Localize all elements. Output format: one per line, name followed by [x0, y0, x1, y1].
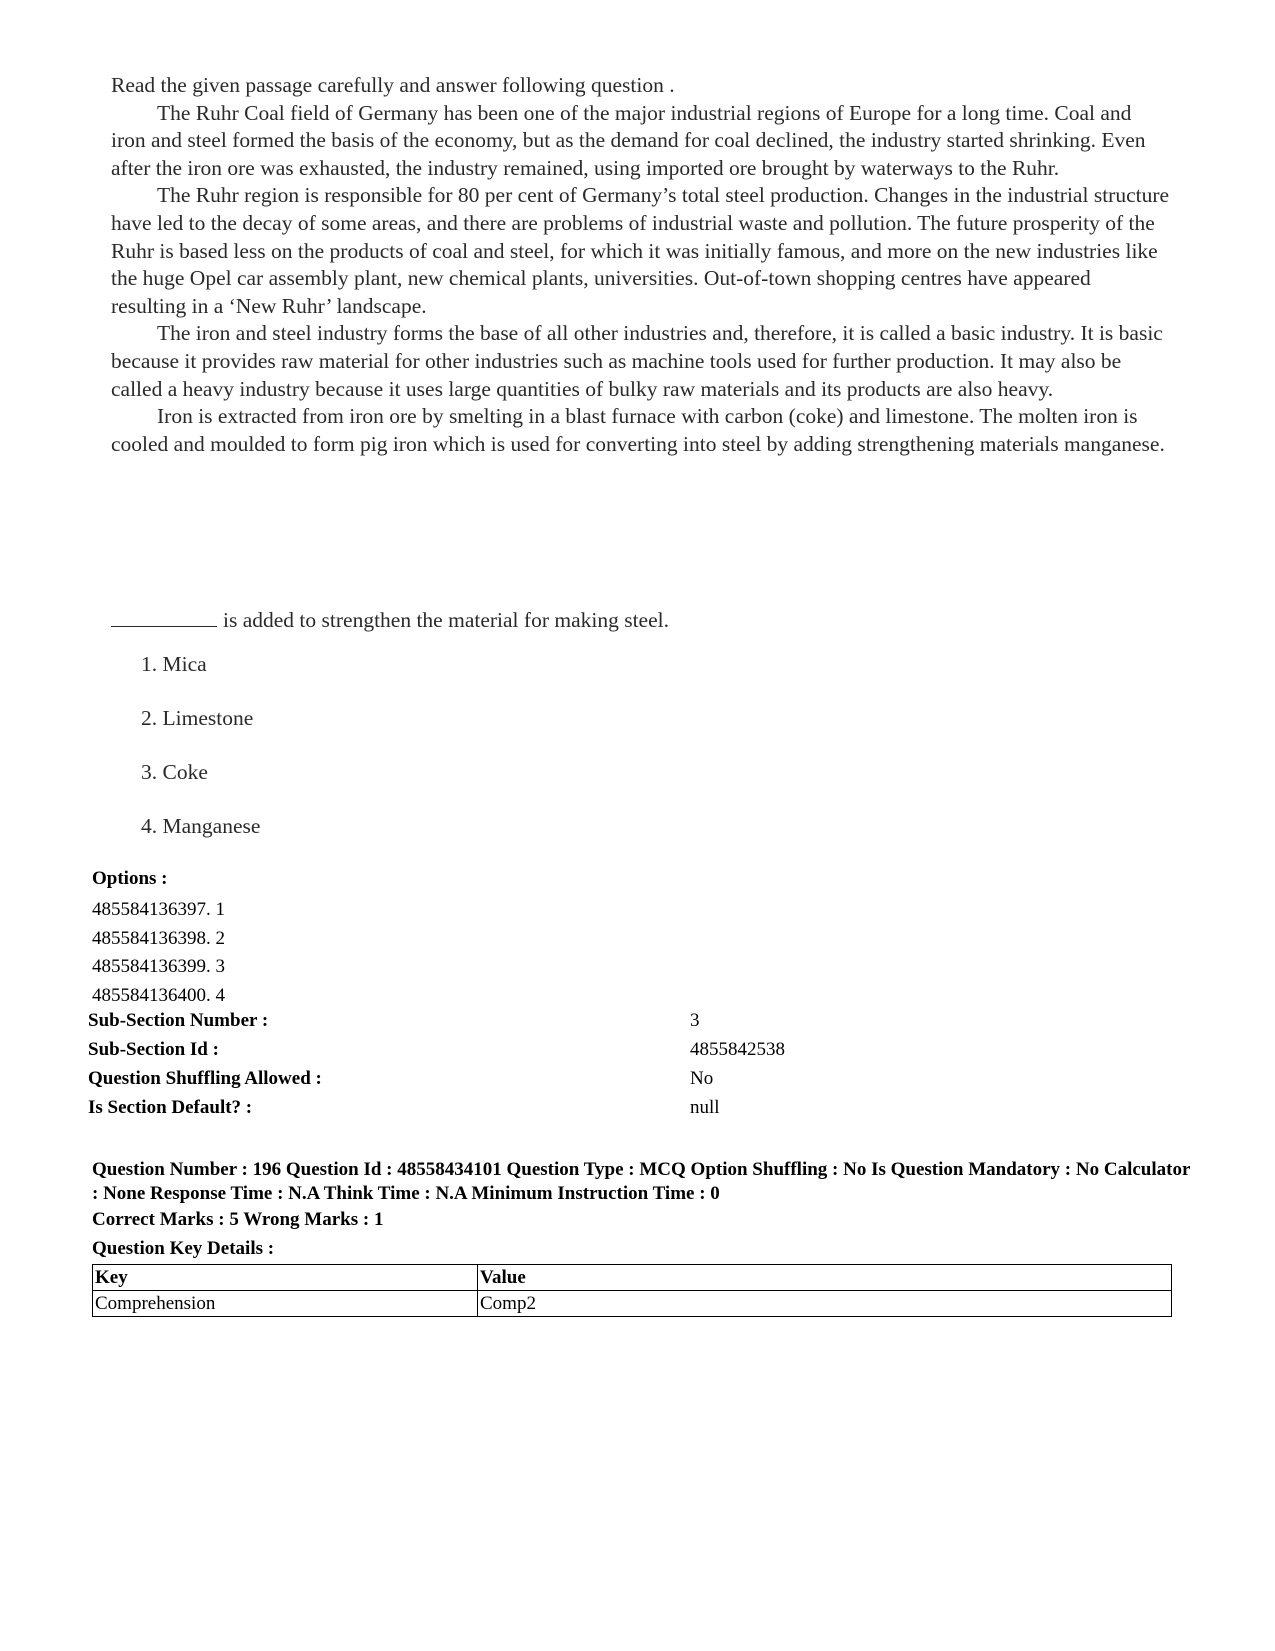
- question-info: Question Number : 196 Question Id : 48558434101 Question Type : MCQ Option Shuffling : No Is Question Mandatory : No Calculator : None Response Time : N.A Think Time : N.A Minimum Instruction Time : 0: [92, 1159, 1191, 1204]
- question-stem: [111, 608, 669, 633]
- passage-intro: Read the given passage carefully and answer following question .: [111, 73, 675, 97]
- subsection-label: Sub-Section Id :: [88, 1039, 219, 1060]
- subsection-label: Question Shuffling Allowed :: [88, 1068, 322, 1089]
- marks-info: Correct Marks : 5 Wrong Marks : 1: [92, 1209, 384, 1230]
- key-cell: Comprehension: [93, 1291, 478, 1317]
- subsection-row: [88, 1010, 785, 1039]
- key-details-heading: Question Key Details :: [92, 1238, 275, 1259]
- subsection-row: [88, 1039, 785, 1068]
- table-row: [93, 1291, 1172, 1317]
- choice-item: 2. Limestone: [141, 706, 254, 730]
- subsection-label: Is Section Default? :: [88, 1097, 253, 1118]
- subsection-row: [88, 1068, 785, 1097]
- subsection-value: null: [690, 1097, 720, 1118]
- options-list: [92, 896, 225, 1010]
- subsection-value: 3: [690, 1010, 700, 1031]
- subsection-row: [88, 1097, 785, 1126]
- passage-paragraph-1: The Ruhr Coal field of Germany has been one of the major industrial regions of Europe for a long time. Coal and iron and steel formed the basis of the economy, but as the demand for coal declined, the industry started shrinking. Even after the iron ore was exhausted, the industry remained, using imported ore brought by waterways to the Ruhr.: [111, 100, 1146, 180]
- key-details-table: [92, 1264, 1172, 1317]
- answer-choices: [141, 652, 260, 868]
- choice-item: 4. Manganese: [141, 814, 261, 838]
- key-table-header: [93, 1265, 1172, 1291]
- passage-paragraph-2: The Ruhr region is responsible for 80 per cent of Germany’s total steel production. Changes in the industrial structure have led to the decay of some areas, and there are problems of industrial waste and pollution. The future prosperity of the Ruhr is based less on the products of coal and steel, for which it was initially famous, and more on the new industries like the huge Opel car assembly plant, new chemical plants, universities. Out-of-town shopping centres have appeared resulting in a ‘New Ruhr’ landscape.: [111, 183, 1170, 318]
- key-column-header: Key: [93, 1265, 478, 1291]
- option-id: 485584136397. 1: [92, 899, 225, 920]
- value-column-header: Value: [478, 1265, 1172, 1291]
- option-id: 485584136398. 2: [92, 927, 225, 949]
- fill-in-blank: [111, 608, 217, 627]
- options-heading: Options :: [92, 868, 168, 889]
- passage-paragraph-3: The iron and steel industry forms the base of all other industries and, therefore, it is called a basic industry. It is basic because it provides raw material for other industries such as machine tools used for further production. It may also be called a heavy industry because it uses large quantities of bulky raw materials and its products are also heavy.: [111, 321, 1163, 401]
- question-stem-text: is added to strengthen the material for making steel.: [223, 608, 669, 632]
- option-id: 485584136400. 4: [92, 984, 225, 1006]
- passage-paragraph-4: Iron is extracted from iron ore by smelting in a blast furnace with carbon (coke) and limestone. The molten iron is cooled and moulded to form pig iron which is used for converting into steel by adding strengthening materials manganese.: [111, 404, 1165, 456]
- subsection-details: [88, 1010, 785, 1126]
- option-id: 485584136399. 3: [92, 956, 225, 977]
- value-cell: Comp2: [478, 1291, 1172, 1317]
- subsection-label: Sub-Section Number :: [88, 1010, 269, 1031]
- subsection-value: 4855842538: [690, 1039, 785, 1060]
- comprehension-passage: [111, 72, 1171, 458]
- choice-item: 1. Mica: [141, 652, 207, 676]
- subsection-value: No: [690, 1068, 714, 1089]
- choice-item: 3. Coke: [141, 760, 208, 784]
